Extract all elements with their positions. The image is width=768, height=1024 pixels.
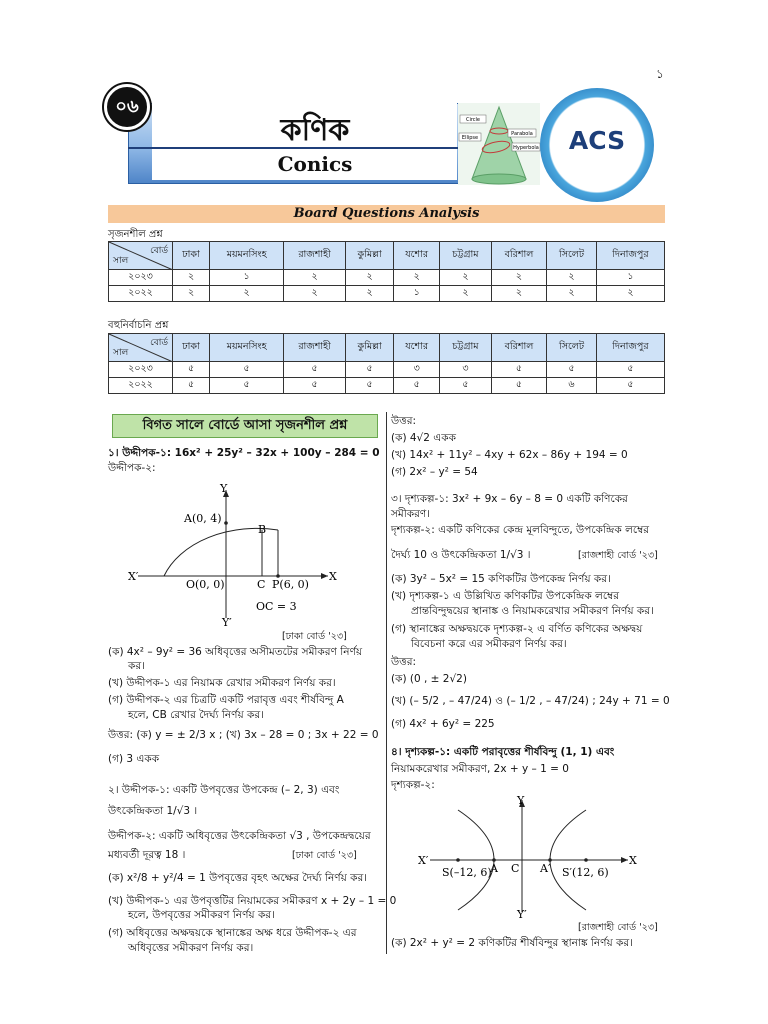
- count-cell: ২: [491, 286, 547, 302]
- conic-sections-illustration: [458, 103, 540, 185]
- q1-part-ka-cont: কর।: [128, 660, 145, 672]
- board-header: দিনাজপুর: [596, 242, 664, 270]
- table-corner-cell: [109, 242, 173, 270]
- count-cell: ৫: [284, 378, 346, 394]
- fig-label-y: Y: [517, 794, 525, 807]
- chapter-title-bn: কণিক: [280, 113, 350, 148]
- fig-label-oc: OC = 3: [256, 600, 297, 613]
- q4-stem-2: নিয়ামকরেখার সমীকরণ, 2x + y – 1 = 0: [391, 763, 569, 775]
- q3-part-kha-cont: প্রান্তবিন্দুদ্বয়ের স্থানাঙ্ক ও নিয়ামকরেখার সমীকরণ নির্ণয় কর।: [411, 605, 654, 617]
- q2-part-kha-cont: হলে, উপবৃত্তের সমীকরণ নির্ণয় কর।: [128, 909, 275, 921]
- count-cell: ২: [346, 270, 394, 286]
- fig-label-yp: Y′: [517, 908, 527, 921]
- q2-answer-kha: (খ) 14x² + 11y² – 4xy + 62x – 86y + 194 = 0: [391, 449, 628, 461]
- corner-board-label: বোর্ড: [150, 338, 168, 348]
- table-row: [109, 286, 665, 302]
- column-divider: [386, 412, 387, 954]
- q4-stem-1: ৪। দৃশ্যকল্প-১: একটি পরাবৃত্তের শীর্ষবিন্দু (1, 1) এবং: [391, 746, 615, 758]
- count-cell: ৫: [491, 362, 547, 378]
- q3-answer-ga: (গ) 4x² + 6y² = 225: [391, 718, 495, 730]
- q1-answer-ga: (গ) 3 একক: [108, 753, 160, 765]
- hyperbola-label: Hyperbola: [513, 145, 539, 151]
- count-cell: ২: [284, 270, 346, 286]
- corner-year-label: সাল: [113, 256, 129, 266]
- mcq-label: বহুনির্বাচনি প্রশ্ন: [108, 320, 169, 331]
- fig-label-sp: S′(12, 6): [562, 866, 609, 879]
- q2-source: [ঢাকা বোর্ড '২৩]: [292, 850, 357, 861]
- q3-answer-heading: উত্তর:: [391, 656, 417, 668]
- count-cell: ৫: [210, 378, 284, 394]
- board-header: চট্টগ্রাম: [440, 334, 492, 362]
- board-header: সিলেট: [547, 334, 597, 362]
- count-cell: ৫: [440, 378, 492, 394]
- q3-part-ka: (ক) 3y² – 5x² = 15 কণিকটির উপকেন্দ্র নির্ণয় কর।: [391, 573, 611, 585]
- board-header: রাজশাহী: [284, 242, 346, 270]
- fig-label-o: O(0, 0): [186, 578, 225, 591]
- table-row: [109, 362, 665, 378]
- count-cell: ২: [173, 286, 210, 302]
- table-row: [109, 270, 665, 286]
- count-cell: ২: [440, 286, 492, 302]
- table-row: [109, 378, 665, 394]
- q1-stem-1: ১। উদ্দীপক-১: 16x² + 25y² – 32x + 100y – 284 = 0: [108, 447, 380, 459]
- ellipse-label: Ellipse: [461, 135, 479, 141]
- q2-stem-2: উৎকেন্দ্রিকতা 1/√3 ।: [108, 805, 198, 817]
- parabola-label: Parabola: [511, 131, 533, 137]
- count-cell: ১: [210, 270, 284, 286]
- section-heading: বিগত সালে বোর্ডে আসা সৃজনশীল প্রশ্ন: [112, 414, 378, 438]
- count-cell: ২: [173, 270, 210, 286]
- fig-label-a: A(0, 4): [184, 512, 222, 525]
- year-cell: ২০২২: [109, 378, 173, 394]
- q2-part-ka: (ক) x²/8 + y²/4 = 1 উপবৃত্তের বৃহৎ অক্ষের দৈর্ঘ্য নির্ণয় কর।: [108, 872, 368, 884]
- q3-stem-1: ৩। দৃশ্যকল্প-১: 3x² + 9x – 6y – 8 = 0 একটি কণিকের: [391, 493, 628, 505]
- q1-part-ka: (ক) 4x² – 9y² = 36 অধিবৃত্তের অসীমতটের সমীকরণ নির্ণয়: [108, 646, 363, 658]
- fig-label-x: X: [629, 854, 637, 867]
- board-header: চট্টগ্রাম: [440, 242, 492, 270]
- fig-label-yp: Y′: [222, 616, 232, 629]
- count-cell: ৬: [547, 378, 597, 394]
- board-header: ঢাকা: [173, 334, 210, 362]
- creative-questions-label: সৃজনশীল প্রশ্ন: [108, 229, 163, 240]
- board-header: ময়মনসিংহ: [210, 242, 284, 270]
- q1-answers: উত্তর: (ক) y = ± 2/3 x ; (খ) 3x – 28 = 0 ; 3x + 22 = 0: [108, 729, 379, 741]
- page-number: ১: [656, 67, 664, 81]
- count-cell: ২: [346, 286, 394, 302]
- count-cell: ২: [547, 286, 597, 302]
- board-questions-analysis-title: Board Questions Analysis: [108, 205, 665, 223]
- q2-stem-1: ২। উদ্দীপক-১: একটি উপবৃত্তের উপকেন্দ্র (– 2, 3) এবং: [108, 784, 340, 796]
- board-header: রাজশাহী: [284, 334, 346, 362]
- fig-label-p: P(6, 0): [272, 578, 309, 591]
- acs-logo-text: ACS: [568, 126, 626, 155]
- q3-part-kha: (খ) দৃশ্যকল্প-১ এ উল্লিখিত কণিকটির উপকেন্দ্রিক লম্বের: [391, 590, 620, 602]
- fig-label-x: X: [329, 570, 337, 583]
- q3-stem-2: সমীকরণ।: [391, 508, 430, 520]
- q2-part-ga-cont: অধিবৃত্তের সমীকরণ নির্ণয় কর।: [128, 942, 254, 954]
- fig-label-s: S(–12, 6): [442, 866, 492, 879]
- q1-parabola-figure: [128, 478, 348, 628]
- count-cell: ৫: [491, 378, 547, 394]
- q1-source: [ঢাকা বোর্ড '২৩]: [282, 631, 347, 642]
- q3-answer-kha: (খ) (– 5/2 , – 47/24) ও (– 1/2 , – 47/24) ; 24y + 71 = 0: [391, 695, 670, 707]
- count-cell: ২: [440, 270, 492, 286]
- fig-label-xp: X′: [128, 570, 139, 583]
- fig-label-c: C: [511, 862, 520, 875]
- q2-answer-ka: (ক) 4√2 একক: [391, 432, 456, 444]
- count-cell: ৫: [346, 378, 394, 394]
- board-header: সিলেট: [547, 242, 597, 270]
- q3-stem-4: দৈর্ঘ্য 10 ও উৎকেন্দ্রিকতা 1/√3 ।: [391, 549, 531, 561]
- count-cell: ৫: [346, 362, 394, 378]
- count-cell: ১: [394, 286, 440, 302]
- count-cell: ৫: [596, 362, 664, 378]
- board-header: যশোর: [394, 334, 440, 362]
- q4-stem-3: দৃশ্যকল্প-২:: [391, 779, 435, 791]
- q3-part-ga: (গ) স্থানাঙ্কের অক্ষদ্বয়কে দৃশ্যকল্প-২ এ বর্ণিত কণিকের অক্ষদ্বয়: [391, 623, 643, 635]
- q3-stem-3: দৃশ্যকল্প-২: একটি কণিকের কেন্দ্র মূলবিন্দুতে, উপকেন্দ্রিক লম্বের: [391, 524, 650, 536]
- corner-board-label: বোর্ড: [150, 246, 168, 256]
- count-cell: ৫: [284, 362, 346, 378]
- board-header: ঢাকা: [173, 242, 210, 270]
- count-cell: ২: [210, 286, 284, 302]
- count-cell: ২: [547, 270, 597, 286]
- cone-icon: [458, 103, 540, 185]
- year-cell: ২০২২: [109, 286, 173, 302]
- board-header: ময়মনসিংহ: [210, 334, 284, 362]
- q4-part-ka: (ক) 2x² + y² = 2 কণিকটির শীর্ষবিন্দুর স্থানাঙ্ক নির্ণয় কর।: [391, 937, 633, 949]
- board-header: কুমিল্লা: [346, 334, 394, 362]
- q2-part-ga: (গ) অধিবৃত্তের অক্ষদ্বয়কে স্থানাঙ্কের অক্ষ ধরে উদ্দীপক-২ এর: [108, 927, 357, 939]
- q3-answer-ka: (ক) (0 , ± 2√2): [391, 673, 467, 685]
- fig-label-a: A: [490, 862, 498, 875]
- mcq-analysis-table: [108, 333, 665, 394]
- q2-answer-heading: উত্তর:: [391, 415, 417, 427]
- count-cell: ৫: [173, 378, 210, 394]
- q1-part-ga-cont: হলে, CB রেখার দৈর্ঘ্য নির্ণয় কর।: [128, 709, 264, 721]
- fig-label-y: Y: [220, 482, 228, 495]
- board-header: বরিশাল: [491, 242, 547, 270]
- q2-part-kha: (খ) উদ্দীপক-১ এর উপবৃত্তটির নিয়ামকের সমীকরণ x + 2y – 1 = 0: [108, 895, 397, 907]
- circle-label: Circle: [465, 117, 481, 123]
- q2-stem-3: উদ্দীপক-২: একটি অধিবৃত্তের উৎকেন্দ্রিকতা √3 , উপকেন্দ্রদ্বয়ের: [108, 830, 371, 842]
- table-corner-cell: [109, 334, 173, 362]
- board-header: বরিশাল: [491, 334, 547, 362]
- count-cell: ৩: [394, 362, 440, 378]
- q2-stem-4: মধ্যবর্তী দূরত্ব 18 ।: [108, 849, 186, 861]
- count-cell: ৫: [173, 362, 210, 378]
- count-cell: ৫: [547, 362, 597, 378]
- q4-hyperbola-figure: [416, 794, 638, 924]
- count-cell: ১: [596, 270, 664, 286]
- fig-label-b: B: [258, 523, 267, 536]
- year-cell: ২০২৩: [109, 270, 173, 286]
- chapter-number-badge: ০৬: [104, 84, 150, 130]
- chapter-title-en: Conics: [277, 152, 353, 176]
- table-header-row: [109, 334, 665, 362]
- count-cell: ৫: [596, 378, 664, 394]
- count-cell: ২: [596, 286, 664, 302]
- q3-source: [রাজশাহী বোর্ড '২৩]: [578, 550, 658, 561]
- q1-part-ga: (গ) উদ্দীপক-২ এর চিত্রটি একটি পরাবৃত্ত এবং শীর্ষবিন্দু A: [108, 694, 344, 706]
- count-cell: ৩: [440, 362, 492, 378]
- fig-label-xp: X′: [418, 854, 429, 867]
- corner-year-label: সাল: [113, 348, 129, 358]
- count-cell: ২: [491, 270, 547, 286]
- board-header: দিনাজপুর: [596, 334, 664, 362]
- q3-part-ga-cont: বিবেচনা করে এর সমীকরণ নির্ণয় কর।: [411, 638, 567, 650]
- q4-source: [রাজশাহী বোর্ড '২৩]: [578, 922, 658, 933]
- count-cell: ২: [284, 286, 346, 302]
- count-cell: ২: [394, 270, 440, 286]
- q2-answer-ga: (গ) 2x² – y² = 54: [391, 466, 478, 478]
- year-cell: ২০২৩: [109, 362, 173, 378]
- count-cell: ৫: [394, 378, 440, 394]
- board-header: যশোর: [394, 242, 440, 270]
- q1-stem-2: উদ্দীপক-২:: [108, 462, 156, 474]
- table-header-row: [109, 242, 665, 270]
- fig-label-c: C: [257, 578, 266, 591]
- board-header: কুমিল্লা: [346, 242, 394, 270]
- q1-part-kha: (খ) উদ্দীপক-১ এর নিয়ামক রেখার সমীকরণ নির্ণয় কর।: [108, 677, 336, 689]
- count-cell: ৫: [210, 362, 284, 378]
- creative-analysis-table: [108, 241, 665, 302]
- fig-label-ap: A′: [540, 862, 551, 875]
